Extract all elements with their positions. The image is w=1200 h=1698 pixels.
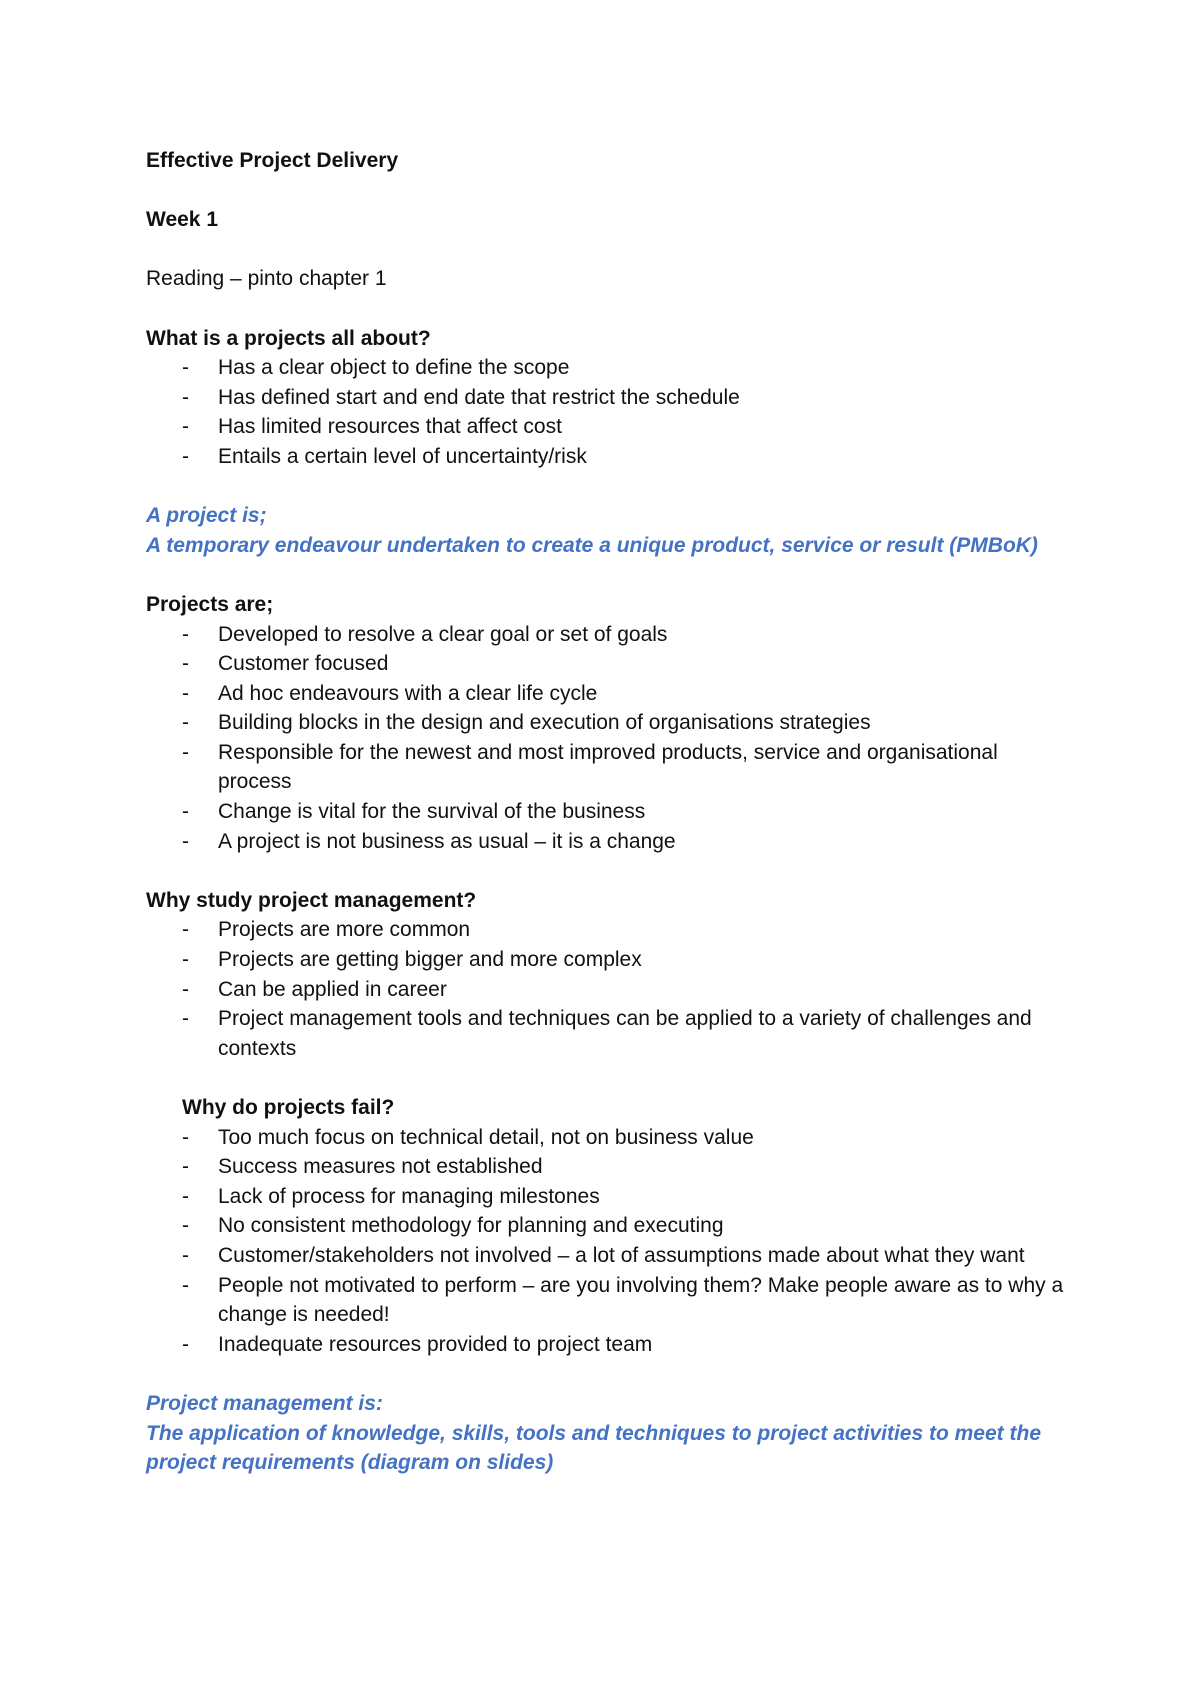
list-item-text: No consistent methodology for planning and executing	[218, 1214, 724, 1238]
list-item-text: Projects are more common	[218, 918, 471, 942]
dash-bullet: -	[182, 356, 189, 380]
week-heading: Week 1	[146, 208, 218, 232]
list-item	[146, 1123, 1076, 1153]
list-item	[146, 1211, 1076, 1241]
list-item	[146, 945, 1076, 975]
list-item	[146, 915, 1076, 945]
dash-bullet: -	[182, 829, 189, 853]
dash-bullet: -	[182, 1243, 189, 1267]
list-item-text: Developed to resolve a clear goal or set of goals	[218, 622, 668, 646]
spacer	[146, 294, 1076, 324]
list-item	[146, 1182, 1076, 1212]
list-item-text: A project is not business as usual – it is a change	[218, 829, 676, 853]
list-item-text: Has a clear object to define the scope	[218, 356, 570, 380]
list-item	[146, 797, 1076, 827]
dash-bullet: -	[182, 415, 189, 439]
dash-bullet: -	[182, 1332, 189, 1356]
dash-bullet: -	[182, 740, 189, 764]
section-heading-about: What is a projects all about?	[146, 326, 431, 350]
spacer	[146, 1063, 1076, 1093]
dash-bullet: -	[182, 918, 189, 942]
dash-bullet: -	[182, 1155, 189, 1179]
document-body	[146, 146, 1076, 1478]
list-item	[146, 620, 1076, 650]
spacer	[146, 1359, 1076, 1389]
section-heading-why-study: Why study project management?	[146, 888, 477, 912]
list-item	[146, 1004, 1076, 1063]
definition-pm-label: Project management is:	[146, 1391, 383, 1415]
list-item	[146, 1152, 1076, 1182]
dash-bullet: -	[182, 800, 189, 824]
list-item	[146, 1241, 1076, 1271]
dash-bullet: -	[182, 681, 189, 705]
list-item	[146, 442, 1076, 472]
list-item	[146, 649, 1076, 679]
list-item-text: Project management tools and techniques can be applied to a variety of challenges and contexts	[218, 1007, 1032, 1060]
dash-bullet: -	[182, 1125, 189, 1149]
list-item-text: Ad hoc endeavours with a clear life cycle	[218, 681, 598, 705]
spacer	[146, 560, 1076, 590]
list-item	[146, 679, 1076, 709]
list-item	[146, 708, 1076, 738]
list-item-text: Customer/stakeholders not involved – a lot of assumptions made about what they want	[218, 1243, 1025, 1267]
list-item-text: Has limited resources that affect cost	[218, 415, 562, 439]
definition-project-label: A project is;	[146, 504, 267, 528]
list-item-text: People not motivated to perform – are you involving them? Make people aware as to why a change is needed!	[218, 1273, 1064, 1327]
dash-bullet: -	[182, 1184, 189, 1208]
dash-bullet: -	[182, 977, 189, 1001]
list-item	[146, 827, 1076, 857]
list-item-text: Lack of process for managing milestones	[218, 1184, 600, 1208]
list-item	[146, 412, 1076, 442]
list-item	[146, 975, 1076, 1005]
list-item-text: Inadequate resources provided to project team	[218, 1332, 653, 1356]
dash-bullet: -	[182, 1273, 189, 1297]
dash-bullet: -	[182, 385, 189, 409]
dash-bullet: -	[182, 1214, 189, 1238]
list-item	[146, 738, 1076, 797]
section-heading-why-fail: Why do projects fail?	[182, 1096, 395, 1119]
list-projects-are	[146, 620, 1076, 857]
spacer	[146, 472, 1076, 502]
list-item	[146, 1330, 1076, 1360]
list-item-text: Responsible for the newest and most improved products, service and organisational process	[218, 740, 998, 794]
dash-bullet: -	[182, 652, 189, 676]
dash-bullet: -	[182, 444, 189, 468]
spacer	[146, 235, 1076, 265]
list-item-text: Building blocks in the design and execution of organisations strategies	[218, 711, 871, 735]
list-item-text: Entails a certain level of uncertainty/risk	[218, 444, 587, 468]
section-heading-projects-are: Projects are;	[146, 592, 274, 616]
list-item-text: Has defined start and end date that restrict the schedule	[218, 385, 740, 409]
list-item	[146, 353, 1076, 383]
spacer	[146, 176, 1076, 206]
list-item-text: Success measures not established	[218, 1155, 543, 1179]
list-why-study	[146, 915, 1076, 1063]
list-item	[146, 1271, 1076, 1330]
list-item-text: Change is vital for the survival of the business	[218, 800, 646, 824]
dash-bullet: -	[182, 948, 189, 972]
document-title: Effective Project Delivery	[146, 149, 399, 172]
list-item-text: Too much focus on technical detail, not on business value	[218, 1125, 754, 1149]
list-item-text: Projects are getting bigger and more complex	[218, 948, 642, 972]
list-about	[146, 353, 1076, 471]
definition-project-text: A temporary endeavour undertaken to create a unique product, service or result (PMBoK)	[146, 533, 1038, 557]
reading-note: Reading – pinto chapter 1	[146, 267, 387, 291]
list-item	[146, 383, 1076, 413]
dash-bullet: -	[182, 1007, 189, 1031]
list-item-text: Can be applied in career	[218, 977, 447, 1001]
dash-bullet: -	[182, 711, 189, 735]
dash-bullet: -	[182, 622, 189, 646]
spacer	[146, 856, 1076, 886]
list-why-fail	[146, 1123, 1076, 1360]
definition-pm-text: The application of knowledge, skills, tools and techniques to project activities to meet the project requirements (diagram on slides)	[146, 1421, 1041, 1475]
list-item-text: Customer focused	[218, 652, 389, 676]
